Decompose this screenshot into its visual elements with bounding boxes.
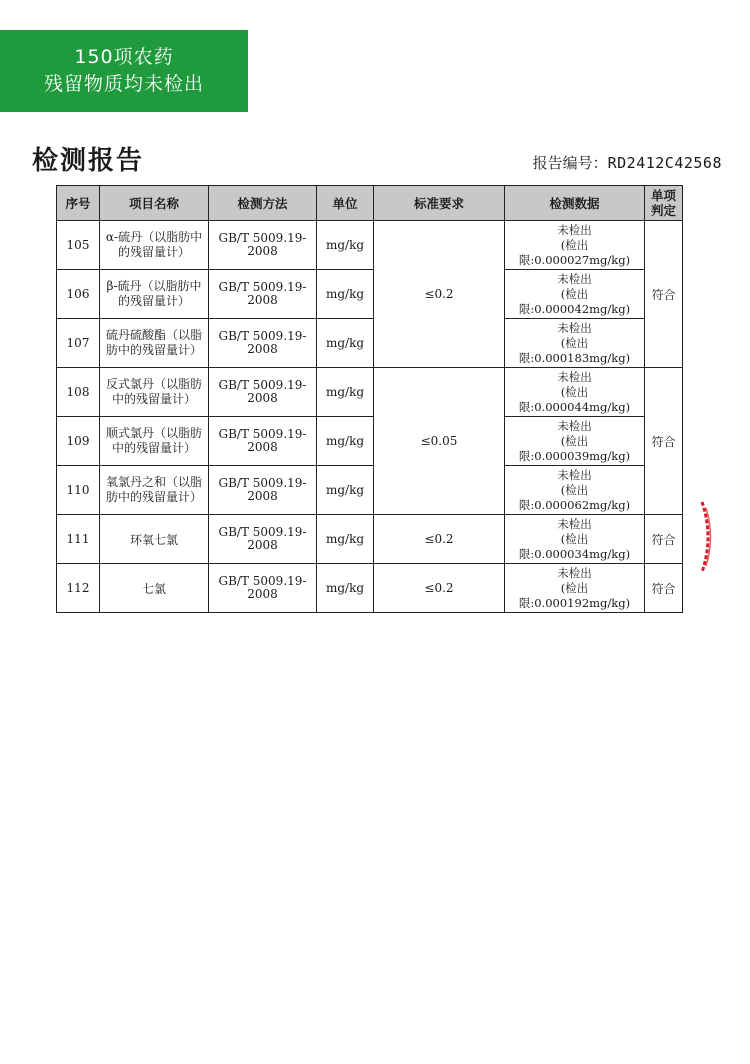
data-limit-prefix: (检出 bbox=[560, 384, 589, 399]
table-row bbox=[57, 417, 683, 466]
banner-line-2: 残留物质均未检出 bbox=[43, 73, 204, 95]
data-result: 未检出 bbox=[557, 467, 592, 482]
row-no: 109 bbox=[57, 417, 100, 466]
row-unit: mg/kg bbox=[317, 417, 374, 466]
row-unit: mg/kg bbox=[317, 221, 374, 270]
row-data bbox=[505, 515, 645, 564]
row-no: 105 bbox=[57, 221, 100, 270]
row-data bbox=[505, 221, 645, 270]
report-number-label: 报告编号： bbox=[532, 154, 608, 172]
row-unit: mg/kg bbox=[317, 515, 374, 564]
results-table bbox=[56, 185, 683, 613]
row-data bbox=[505, 417, 645, 466]
row-name: α-硫丹（以脂肪中的残留量计） bbox=[100, 221, 209, 270]
row-no: 108 bbox=[57, 368, 100, 417]
header-no: 序号 bbox=[57, 186, 100, 221]
row-data bbox=[505, 564, 645, 613]
data-limit-value: 限:0.000044mg/kg) bbox=[518, 399, 631, 414]
row-name: β-硫丹（以脂肪中的残留量计） bbox=[100, 270, 209, 319]
data-result: 未检出 bbox=[557, 320, 592, 335]
header-unit: 单位 bbox=[317, 186, 374, 221]
row-unit: mg/kg bbox=[317, 466, 374, 515]
table-row bbox=[57, 221, 683, 270]
header-judge bbox=[645, 186, 683, 221]
row-data bbox=[505, 368, 645, 417]
row-name: 反式氯丹（以脂肪中的残留量计） bbox=[100, 368, 209, 417]
data-result: 未检出 bbox=[557, 222, 592, 237]
table-header-row bbox=[57, 186, 683, 221]
data-limit-value: 限:0.000042mg/kg) bbox=[518, 301, 631, 316]
data-result: 未检出 bbox=[557, 516, 592, 531]
data-result: 未检出 bbox=[557, 418, 592, 433]
table-row bbox=[57, 564, 683, 613]
row-name: 七氯 bbox=[100, 564, 209, 613]
row-name: 硫丹硫酸酯（以脂肪中的残留量计） bbox=[100, 319, 209, 368]
data-limit-prefix: (检出 bbox=[560, 335, 589, 350]
row-method: GB/T 5009.19-2008 bbox=[209, 417, 317, 466]
data-limit-value: 限:0.000034mg/kg) bbox=[518, 546, 631, 561]
table-row bbox=[57, 270, 683, 319]
group-judge: 符合 bbox=[645, 368, 683, 515]
row-method: GB/T 5009.19-2008 bbox=[209, 221, 317, 270]
data-limit-value: 限:0.000192mg/kg) bbox=[518, 595, 631, 610]
row-data bbox=[505, 319, 645, 368]
row-name: 环氧七氯 bbox=[100, 515, 209, 564]
row-method: GB/T 5009.19-2008 bbox=[209, 466, 317, 515]
group-judge: 符合 bbox=[645, 564, 683, 613]
data-limit-value: 限:0.000183mg/kg) bbox=[518, 350, 631, 365]
row-no: 106 bbox=[57, 270, 100, 319]
seal-stamp-edge bbox=[700, 500, 716, 574]
header-standard: 标准要求 bbox=[374, 186, 505, 221]
promo-banner bbox=[0, 30, 248, 112]
row-no: 112 bbox=[57, 564, 100, 613]
row-method: GB/T 5009.19-2008 bbox=[209, 319, 317, 368]
group-standard: ≤0.05 bbox=[374, 368, 505, 515]
table-row bbox=[57, 466, 683, 515]
row-data bbox=[505, 466, 645, 515]
group-judge: 符合 bbox=[645, 515, 683, 564]
row-method: GB/T 5009.19-2008 bbox=[209, 515, 317, 564]
report-number-value: RD2412C42568 bbox=[607, 154, 722, 172]
row-data bbox=[505, 270, 645, 319]
header-name: 项目名称 bbox=[100, 186, 209, 221]
row-method: GB/T 5009.19-2008 bbox=[209, 564, 317, 613]
data-result: 未检出 bbox=[557, 565, 592, 580]
row-unit: mg/kg bbox=[317, 270, 374, 319]
header-data: 检测数据 bbox=[505, 186, 645, 221]
data-limit-prefix: (检出 bbox=[560, 237, 589, 252]
report-title: 检测报告 bbox=[32, 146, 145, 176]
row-method: GB/T 5009.19-2008 bbox=[209, 368, 317, 417]
row-no: 107 bbox=[57, 319, 100, 368]
row-name: 氧氯丹之和（以脂肪中的残留量计） bbox=[100, 466, 209, 515]
group-standard: ≤0.2 bbox=[374, 564, 505, 613]
row-name: 顺式氯丹（以脂肪中的残留量计） bbox=[100, 417, 209, 466]
data-limit-prefix: (检出 bbox=[560, 433, 589, 448]
group-standard: ≤0.2 bbox=[374, 515, 505, 564]
header-judge-line-2: 判定 bbox=[650, 203, 676, 218]
data-limit-prefix: (检出 bbox=[560, 482, 589, 497]
row-no: 111 bbox=[57, 515, 100, 564]
table-row bbox=[57, 368, 683, 417]
row-unit: mg/kg bbox=[317, 319, 374, 368]
header-method: 检测方法 bbox=[209, 186, 317, 221]
row-unit: mg/kg bbox=[317, 564, 374, 613]
row-method: GB/T 5009.19-2008 bbox=[209, 270, 317, 319]
row-unit: mg/kg bbox=[317, 368, 374, 417]
group-standard: ≤0.2 bbox=[374, 221, 505, 368]
table-row bbox=[57, 515, 683, 564]
group-judge: 符合 bbox=[645, 221, 683, 368]
banner-line-1: 150项农药 bbox=[74, 46, 174, 68]
data-limit-value: 限:0.000062mg/kg) bbox=[518, 497, 631, 512]
report-number bbox=[533, 152, 722, 173]
header-judge-line-1: 单项 bbox=[650, 188, 676, 203]
data-limit-prefix: (检出 bbox=[560, 580, 589, 595]
table-row bbox=[57, 319, 683, 368]
data-limit-value: 限:0.000027mg/kg) bbox=[518, 252, 631, 267]
data-limit-prefix: (检出 bbox=[560, 286, 589, 301]
data-result: 未检出 bbox=[557, 271, 592, 286]
data-result: 未检出 bbox=[557, 369, 592, 384]
data-limit-value: 限:0.000039mg/kg) bbox=[518, 448, 631, 463]
row-no: 110 bbox=[57, 466, 100, 515]
data-limit-prefix: (检出 bbox=[560, 531, 589, 546]
